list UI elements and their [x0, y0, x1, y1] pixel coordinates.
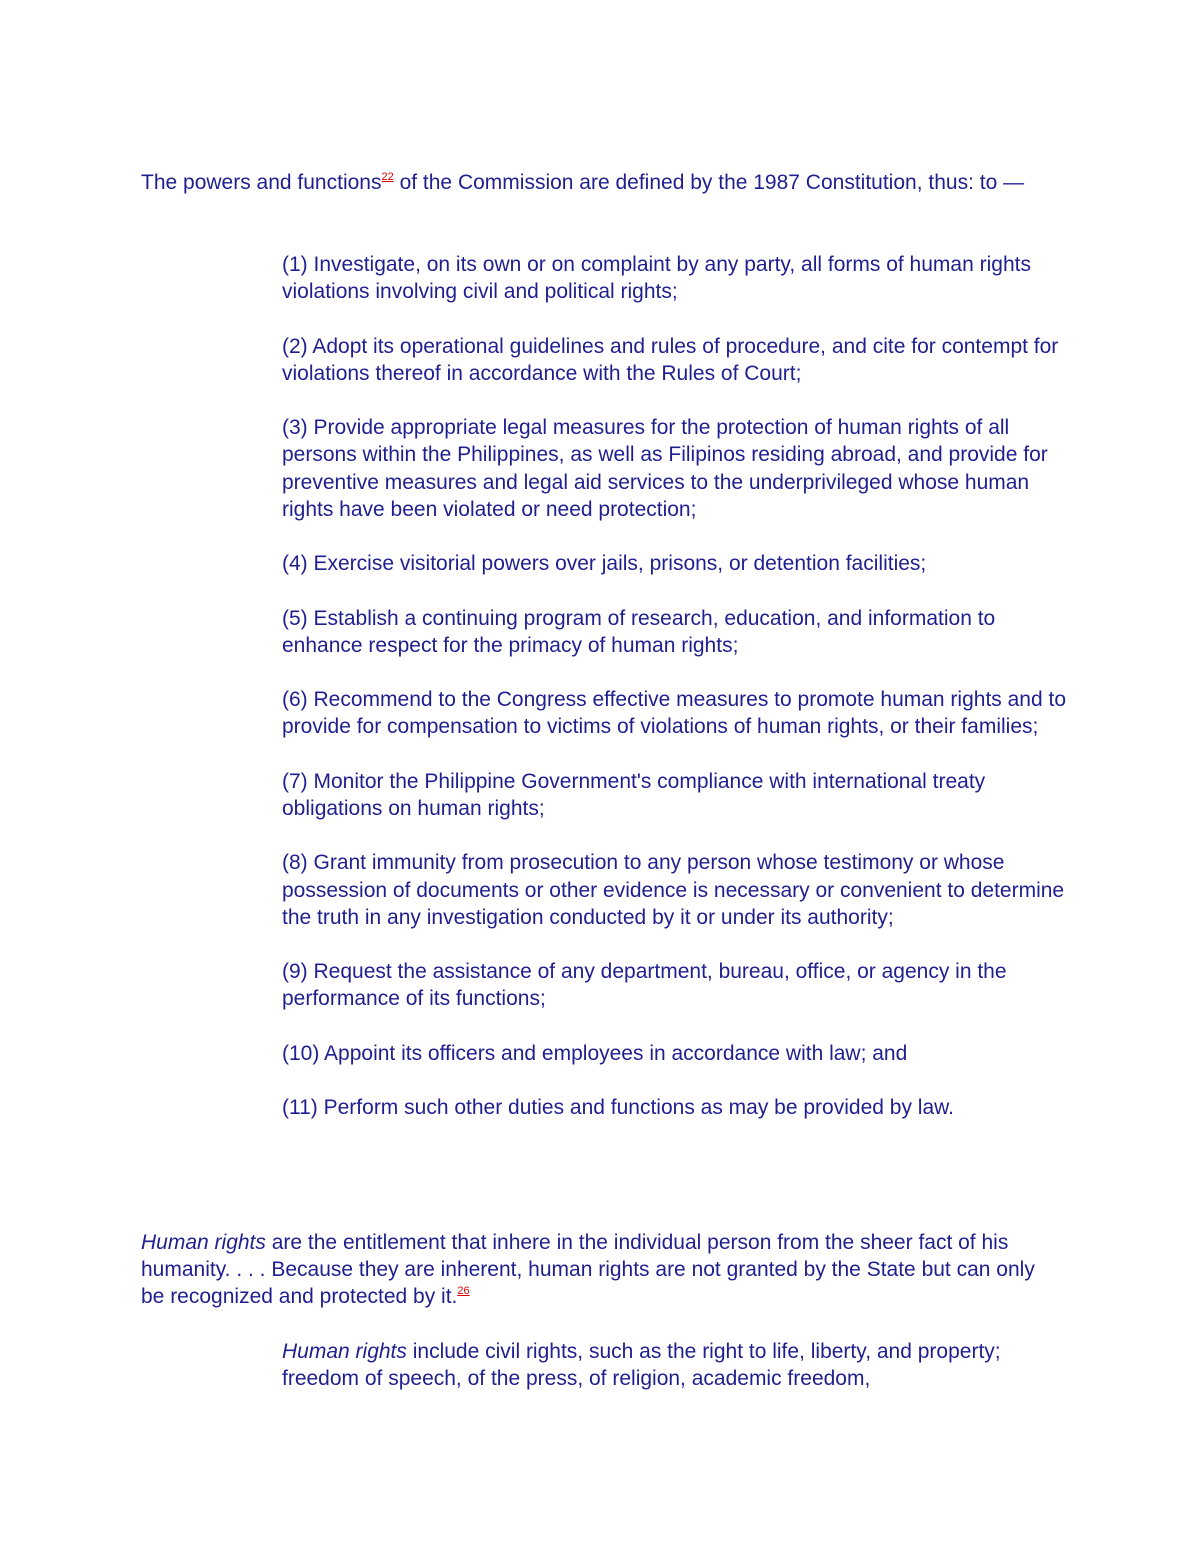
intro-text-after: of the Commission are defined by the 1987 Constitution, thus: to —	[393, 171, 1025, 194]
list-item: (11) Perform such other duties and functions as may be provided by law.	[282, 1096, 954, 1120]
powers-list	[282, 251, 1072, 1149]
list-item: (6) Recommend to the Congress effective measures to promote human rights and to provide for compensation to victims of violations of human rights, or their families;	[282, 688, 1067, 739]
list-item: (3) Provide appropriate legal measures for the protection of human rights of all persons within the Philippines, as well as Filipinos residing abroad, and provide for preventive measures and legal aid services to the underprivileged whose human rights have been violated or need protection;	[282, 416, 1048, 521]
footnote-link-22[interactable]: 22	[381, 171, 394, 183]
intro-text-before: The powers and functions	[141, 171, 382, 194]
quote-text: include civil rights, such as the right to life, liberty, and property; freedom of speech, of the press, of religion, academic freedom,	[282, 1340, 1001, 1391]
list-item: (7) Monitor the Philippine Government's compliance with international treaty obligations on human rights;	[282, 769, 986, 820]
list-item: (9) Request the assistance of any department, bureau, office, or agency in the performance of its functions;	[282, 960, 1007, 1011]
list-item: (2) Adopt its operational guidelines and rules of procedure, and cite for contempt for violations thereof in accordance with the Rules of Court;	[282, 334, 1059, 385]
human-rights-paragraph	[141, 1229, 1061, 1311]
list-item: (8) Grant immunity from prosecution to any person whose testimony or whose possession of documents or other evidence is necessary or convenient to determine the truth in any investigation conducted by it or under its authority;	[282, 851, 1065, 929]
list-item: (10) Appoint its officers and employees in accordance with law; and	[282, 1041, 908, 1065]
list-item: (5) Establish a continuing program of research, education, and information to enhance respect for the primacy of human rights;	[282, 606, 996, 657]
human-rights-quote	[282, 1338, 1072, 1392]
footnote-link-26[interactable]: 26	[457, 1285, 470, 1298]
intro-paragraph	[141, 169, 1061, 196]
human-rights-text: are the entitlement that inhere in the individual person from the sheer fact of his humanity. . . . Because they are inherent, human rights are not granted by the State but can only be recognized and protected by it.	[141, 1231, 1035, 1309]
quote-italic: Human rights	[282, 1340, 407, 1363]
list-item: (4) Exercise visitorial powers over jails, prisons, or detention facilities;	[282, 552, 927, 576]
list-item: (1) Investigate, on its own or on complaint by any party, all forms of human rights violations involving civil and political rights;	[282, 253, 1031, 304]
human-rights-italic: Human rights	[141, 1231, 266, 1254]
